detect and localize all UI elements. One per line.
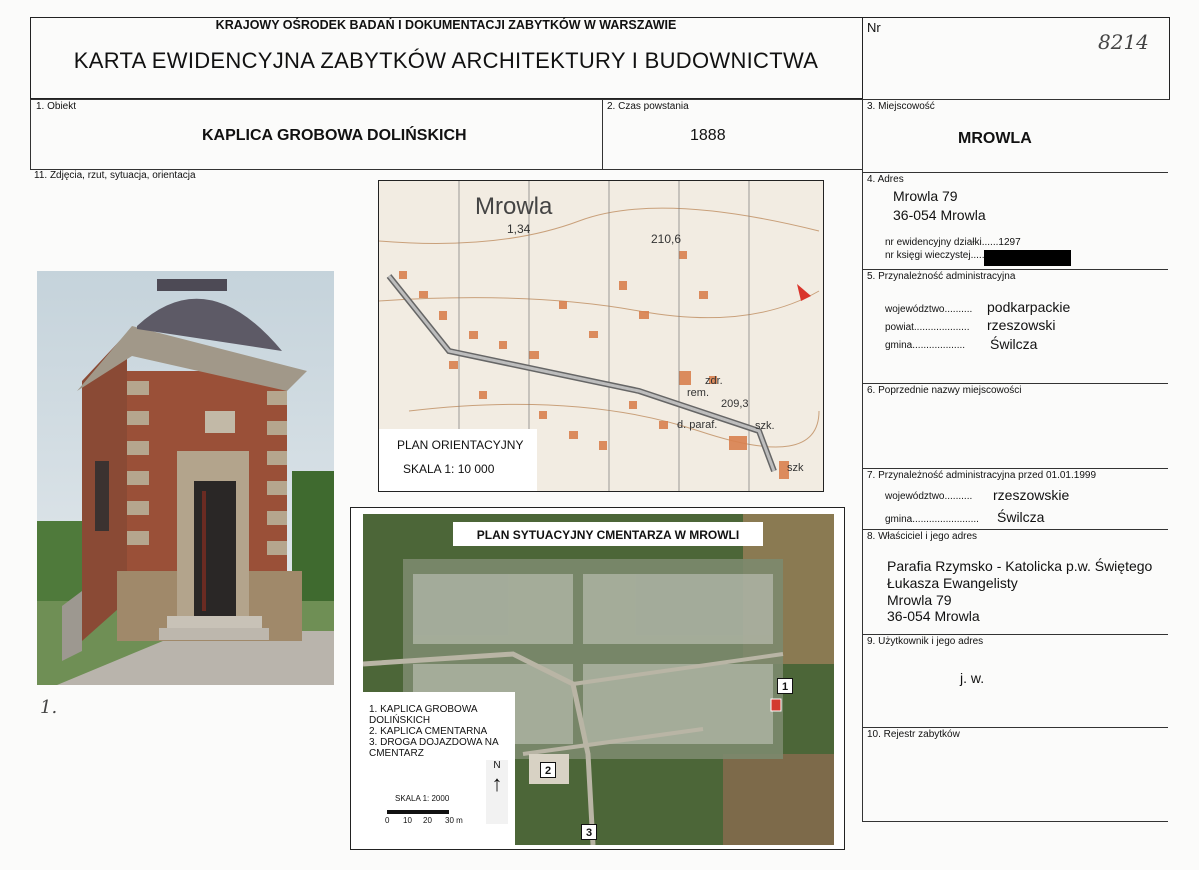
marker-2: 2 [540, 762, 556, 778]
wlasciciel-line3: Mrowla 79 [887, 592, 952, 608]
ksiega-label: nr księgi wieczystej..... [885, 250, 985, 261]
legend-item: 2. KAPLICA CMENTARNA [369, 726, 488, 737]
divider [30, 99, 31, 169]
wlasciciel-label: 8. Właściciel i jego adres [867, 531, 978, 542]
map-zdr-label: zdr. [705, 375, 723, 387]
obiekt-value: KAPLICA GROBOWA DOLIŃSKICH [202, 127, 467, 144]
map-spot-height-2: 210,6 [651, 232, 682, 246]
poprzednie-label: 6. Poprzednie nazwy miejscowości [867, 385, 1022, 396]
przynaleznosc-label: 5. Przynależność administracyjna [867, 271, 1016, 282]
map-rem-label: rem. [687, 387, 709, 399]
institution-name: KRAJOWY OŚRODEK BADAŃ I DOKUMENTACJI ZABYTKÓW W WARSZAWIE [215, 18, 677, 32]
chapel-photo-svg [37, 271, 334, 685]
woj-value: podkarpackie [987, 299, 1071, 315]
gmina-label: gmina................... [885, 340, 966, 351]
czas-value: 1888 [690, 127, 726, 144]
legend-item: 1. KAPLICA GROBOWA [369, 704, 478, 715]
orientation-map-svg [379, 181, 824, 492]
woj-label: województwo.......... [885, 304, 973, 315]
marker-3: 3 [581, 824, 597, 840]
divider [602, 99, 603, 169]
divider [862, 269, 1168, 270]
legend-item: 3. DROGA DOJAZDOWA NA [369, 737, 499, 748]
scale-tick-label: 0 [385, 816, 390, 825]
marker-1: 1 [777, 678, 793, 694]
chapel-photo [37, 271, 334, 685]
site-map-frame [350, 507, 845, 850]
wlasciciel-line1: Parafia Rzymsko - Katolicka p.w. Świętego [887, 558, 1153, 574]
czas-label: 2. Czas powstania [607, 101, 689, 112]
zdjecia-label: 11. Zdjęcia, rzut, sytuacja, orientacja [34, 170, 196, 181]
adres-line2: 36-054 Mrowla [893, 207, 986, 223]
map-town-label: Mrowla [475, 193, 553, 220]
map-spot-height-3: 209,3 [721, 398, 749, 410]
divider [862, 529, 1168, 530]
scale-tick-label: 30 m [445, 816, 463, 825]
przed1999-gmina-label: gmina........................ [885, 514, 979, 525]
site-map [363, 514, 834, 845]
divider [862, 727, 1168, 728]
uzytkownik-label: 9. Użytkownik i jego adres [867, 636, 984, 647]
map-parafia-label: d. paraf. [677, 419, 718, 431]
przed1999-woj-label: województwo.......... [885, 491, 973, 502]
card-title: KARTA EWIDENCYJNA ZABYTKÓW ARCHITEKTURY I BUDOWNICTWA [73, 48, 819, 73]
photo-caption: 1. [40, 697, 58, 718]
miejscowosc-label: 3. Miejscowość [867, 101, 935, 112]
rejestr-label: 10. Rejestr zabytków [867, 729, 960, 740]
map-szk-label-2: szk [787, 462, 804, 474]
adres-line1: Mrowla 79 [893, 188, 958, 204]
north-arrow-icon: ↑ [491, 771, 503, 796]
uzytkownik-value: j. w. [960, 670, 985, 686]
divider [862, 821, 1168, 822]
legend-item: CMENTARZ [369, 748, 424, 759]
przed1999-label: 7. Przynależność administracyjna przed 01.01.1999 [867, 470, 1097, 481]
wlasciciel-line4: 36-054 Mrowla [887, 608, 980, 624]
dzialka-value: 1297 [998, 237, 1021, 248]
divider [862, 99, 863, 821]
gmina-value: Świlcza [990, 336, 1038, 352]
divider [30, 99, 1170, 100]
legend-item: DOLIŃSKICH [369, 715, 431, 726]
north-arrow [486, 760, 508, 824]
scale-tick-label: 10 [403, 816, 412, 825]
site-map-legend [363, 692, 515, 845]
nr-label: Nr [867, 20, 881, 35]
dzialka-label-text: nr ewidencyjny działki...... [885, 237, 999, 248]
redaction-bar [984, 250, 1071, 266]
site-plan-title: PLAN SYTUACYJNY CMENTARZA W MROWLI [476, 528, 740, 542]
divider [862, 468, 1168, 469]
map-szk-label-1: szk. [755, 420, 775, 432]
divider [862, 172, 1168, 173]
north-label: N [493, 760, 501, 771]
przed1999-woj-value: rzeszowskie [993, 487, 1070, 503]
scale-tick-label: 20 [423, 816, 432, 825]
miejscowosc-value: MROWLA [958, 130, 1032, 147]
przed1999-gmina-value: Świlcza [997, 509, 1045, 525]
scale-bar [387, 810, 449, 814]
powiat-value: rzeszowski [987, 317, 1056, 333]
nr-value: 8214 [1098, 30, 1149, 54]
orientation-map [378, 180, 824, 492]
powiat-label: powiat.................... [885, 322, 970, 333]
map-spot-height-1: 1,34 [507, 222, 531, 236]
adres-label: 4. Adres [867, 174, 904, 185]
dzialka-label [885, 237, 1021, 248]
orientation-plan-scale: SKALA 1: 10 000 [403, 462, 495, 476]
orientation-plan-title: PLAN ORIENTACYJNY [397, 438, 524, 452]
divider [862, 634, 1168, 635]
site-scale-label: SKALA 1: 2000 [395, 794, 450, 803]
divider [862, 383, 1168, 384]
obiekt-label: 1. Obiekt [36, 101, 77, 112]
wlasciciel-line2: Łukasza Ewangelisty [887, 575, 1018, 591]
